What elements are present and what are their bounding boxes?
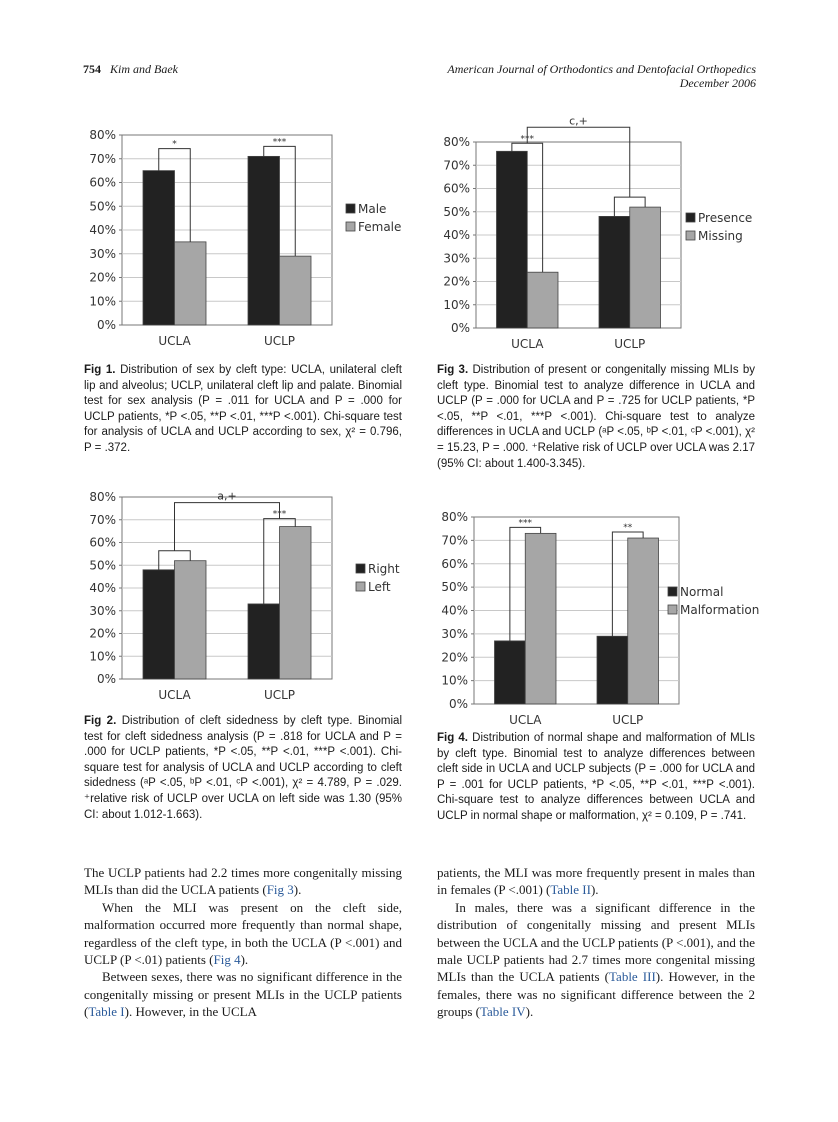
- significance-label: ***: [272, 509, 287, 520]
- y-tick-label: 40%: [89, 223, 116, 237]
- fig4-chart: [436, 512, 766, 747]
- table2-link[interactable]: Table II: [550, 882, 591, 898]
- y-tick-label: 60%: [89, 175, 116, 190]
- y-tick-label: 10%: [441, 673, 468, 688]
- fig1-caption: [84, 363, 402, 457]
- x-tick-label: UCLP: [614, 337, 646, 351]
- y-tick-label: 60%: [441, 556, 468, 571]
- y-tick-label: 30%: [89, 603, 116, 618]
- bar-normal-ucla: [495, 641, 526, 704]
- legend-swatch: [346, 204, 355, 213]
- legend-swatch: [686, 213, 695, 222]
- running-header-left: [83, 62, 178, 77]
- y-tick-label: 60%: [89, 535, 116, 550]
- y-tick-label: 30%: [89, 246, 116, 261]
- fig4-caption: [437, 731, 755, 825]
- bar-presence-uclp: [599, 216, 630, 328]
- table1-link[interactable]: Table I: [88, 1004, 125, 1020]
- y-tick-label: 80%: [443, 135, 470, 149]
- y-tick-label: 60%: [443, 181, 470, 196]
- y-tick-label: 10%: [443, 297, 470, 312]
- legend-swatch: [356, 582, 365, 591]
- y-tick-label: 10%: [89, 294, 116, 309]
- paragraph: Between sexes, there was no significant difference in the congenitally missing or present MLIs in the UCLP patients (Table I). However, in the UCLA: [84, 969, 402, 1020]
- y-tick-label: 30%: [441, 626, 468, 641]
- fig3-label: Fig 3.: [437, 364, 469, 376]
- y-tick-label: 70%: [89, 512, 116, 527]
- fig3-svg: [436, 114, 766, 360]
- fig1-caption-text: Distribution of sex by cleft type: UCLA, unilateral cleft lip and alveolus; UCLP, unilateral cleft lip and palate. Binomial test for sex analysis (P = .011 for UCLA and P = .000 for UCLP patients, *P <.05, **P <.01, ***P <.001). Chi-square test for analysis of UCLA and UCLP according to sex, χ² = 0.796, P = .372.: [84, 364, 403, 454]
- bar-malformation-ucla: [525, 533, 556, 704]
- bar-right-ucla: [143, 570, 175, 679]
- fig1-svg: [84, 125, 414, 350]
- significance-label: ***: [272, 137, 287, 148]
- y-tick-label: 0%: [96, 672, 116, 686]
- page-number: 754: [83, 62, 101, 76]
- legend-label: Female: [358, 220, 402, 234]
- bar-left-uclp: [280, 527, 312, 679]
- fig4-label: Fig 4.: [437, 732, 468, 744]
- significance-label: **: [623, 523, 633, 534]
- legend-label: Missing: [698, 229, 743, 243]
- legend-swatch: [346, 222, 355, 231]
- y-tick-label: 80%: [441, 510, 468, 524]
- bar-right-uclp: [248, 604, 280, 679]
- fig2-caption: [84, 714, 402, 823]
- table4-link[interactable]: Table IV: [479, 1004, 526, 1020]
- legend-label: Malformation: [680, 603, 760, 617]
- legend-label: Normal: [680, 585, 724, 599]
- paragraph: patients, the MLI was more frequently present in males than in females (P <.001) (Table II).: [437, 865, 755, 898]
- x-tick-label: UCLP: [612, 713, 644, 727]
- running-authors: Kim and Baek: [110, 62, 178, 76]
- legend-label: Presence: [698, 211, 753, 225]
- fig3-caption: [437, 363, 755, 472]
- y-tick-label: 70%: [441, 533, 468, 548]
- journal-title: American Journal of Orthodontics and Dentofacial Orthopedics: [447, 62, 756, 76]
- x-tick-label: UCLA: [158, 688, 191, 702]
- legend-swatch: [356, 564, 365, 573]
- bar-missing-ucla: [527, 272, 558, 328]
- y-tick-label: 50%: [89, 199, 116, 214]
- fig4-link[interactable]: Fig 4: [213, 952, 241, 968]
- y-tick-label: 80%: [89, 490, 116, 504]
- significance-label: c,+: [569, 114, 588, 128]
- fig1-label: Fig 1.: [84, 364, 116, 376]
- legend-swatch: [668, 587, 677, 596]
- fig2-chart: [84, 485, 414, 715]
- y-tick-label: 50%: [443, 204, 470, 219]
- fig1-chart: [84, 125, 414, 355]
- fig4-caption-text: Distribution of normal shape and malformation of MLIs by cleft type. Binomial test to analyze differences between cleft side in UCLA and UCLP subjects (P = .000 for UCLA and P = .001 for UCLP patients, *P <.05, **P <.01, ***P <.001). Chi-square test to analyze differences between UCLA and UCLP in normal shape or malformation, χ² = 0.109, P = .741.: [437, 732, 755, 822]
- paragraph: When the MLI was present on the cleft side, malformation occurred more frequently than normal shape, regardless of the cleft type, in both the UCLA (P <.001) and UCLP (P <.01) patients (Fig 4).: [84, 899, 402, 968]
- body-right-column: [437, 864, 755, 1021]
- fig4-svg: [436, 512, 766, 742]
- y-tick-label: 20%: [441, 650, 468, 665]
- issue-date: December 2006: [679, 76, 756, 90]
- significance-label: ***: [518, 518, 532, 529]
- legend-label: Male: [358, 202, 387, 216]
- y-tick-label: 40%: [89, 581, 116, 595]
- significance-label: ***: [520, 134, 534, 145]
- bar-missing-uclp: [630, 207, 661, 328]
- legend-swatch: [686, 231, 695, 240]
- y-tick-label: 0%: [450, 321, 470, 335]
- legend-swatch: [668, 605, 677, 614]
- running-header-right: [447, 62, 756, 90]
- fig3-link[interactable]: Fig 3: [266, 882, 294, 898]
- y-tick-label: 20%: [89, 270, 116, 285]
- body-left-column: [84, 864, 402, 1021]
- x-tick-label: UCLA: [511, 337, 544, 351]
- bar-female-ucla: [175, 242, 207, 325]
- paragraph: The UCLP patients had 2.2 times more congenitally missing MLIs than did the UCLA patients (Fig 3).: [84, 865, 402, 898]
- significance-label: a,+: [217, 489, 237, 503]
- y-tick-label: 40%: [443, 228, 470, 242]
- y-tick-label: 0%: [448, 697, 468, 711]
- y-tick-label: 10%: [89, 649, 116, 664]
- bar-female-uclp: [280, 256, 312, 325]
- fig3-caption-text: Distribution of present or congenitally missing MLIs by cleft type. Binomial test to analyze difference in UCLA and UCLP (P = .000 for UCLA and P = .725 for UCLP patients, *P <.05, **P <.01, ***P <.001). Chi-square test to analyze differences in UCLA and UCLP (ᵃP <.05, ᵇP <.01, ᶜP <.001), χ² = 15.23, P = .000. ⁺Relative risk of UCLP over UCLA was 2.17 (95% CI: about 1.400-3.345).: [437, 364, 756, 470]
- significance-label: *: [172, 139, 177, 150]
- y-tick-label: 0%: [96, 318, 116, 332]
- fig3-chart: [436, 114, 766, 365]
- y-tick-label: 20%: [89, 626, 116, 641]
- bar-left-ucla: [175, 561, 207, 679]
- table3-link[interactable]: Table III: [609, 969, 656, 985]
- y-tick-label: 50%: [89, 558, 116, 573]
- fig2-svg: [84, 485, 414, 710]
- y-tick-label: 40%: [441, 603, 468, 618]
- legend-label: Right: [368, 562, 400, 576]
- x-tick-label: UCLA: [158, 334, 191, 348]
- bar-male-uclp: [248, 156, 280, 325]
- y-tick-label: 30%: [443, 251, 470, 266]
- bar-presence-ucla: [497, 151, 528, 328]
- y-tick-label: 20%: [443, 274, 470, 289]
- x-tick-label: UCLP: [263, 688, 296, 702]
- y-tick-label: 80%: [89, 128, 116, 142]
- paragraph: In males, there was a significant difference in the distribution of congenitally missing and present MLIs between the UCLA and the UCLP patients (P <.001), and the male UCLP patients had 2.7 times more congenital missing MLIs than the UCLA patients (Table III). However, in the females, there was no significant difference between the 2 groups (Table IV).: [437, 899, 755, 1020]
- y-tick-label: 70%: [443, 158, 470, 173]
- bar-normal-uclp: [597, 636, 628, 704]
- y-tick-label: 50%: [441, 580, 468, 595]
- fig2-label: Fig 2.: [84, 715, 117, 727]
- x-tick-label: UCLA: [509, 713, 542, 727]
- x-tick-label: UCLP: [263, 334, 296, 348]
- fig2-caption-text: Distribution of cleft sidedness by cleft type. Binomial test for cleft sidedness analysis (P = .818 for UCLA and P = .000 for UCLP patients, *P <.05, **P <.01, ***P <.001). Chi-square test for analysis of UCLA and UCLP according to cleft sidedness (ᵃP <.05, ᵇP <.01, ᶜP <.001), χ² = 4.789, P = .029. ⁺relative risk of UCLP over UCLA on left side was 1.30 (95% CI: about 1.012-1.663).: [84, 715, 403, 821]
- bar-male-ucla: [143, 171, 175, 325]
- bar-malformation-uclp: [628, 538, 659, 704]
- y-tick-label: 70%: [89, 151, 116, 166]
- legend-label: Left: [368, 580, 391, 594]
